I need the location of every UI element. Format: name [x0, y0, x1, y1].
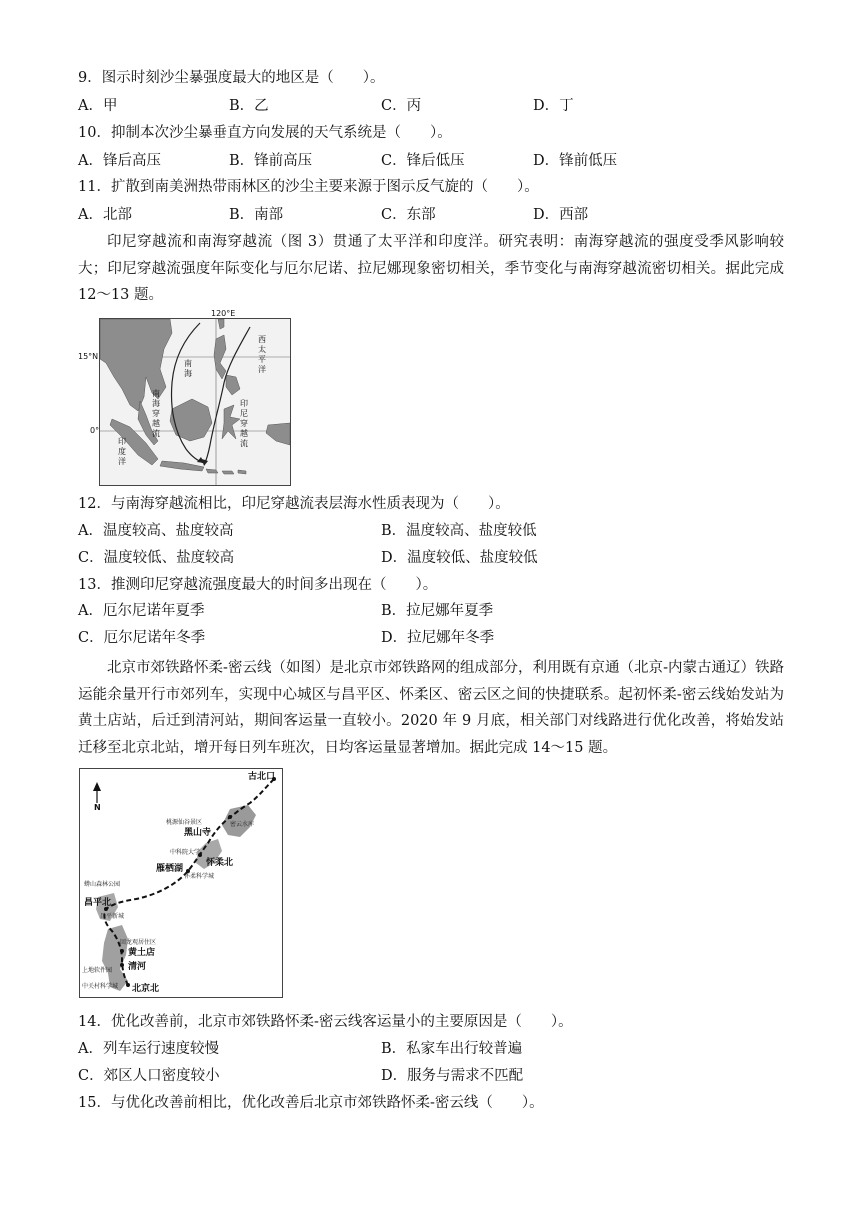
- q10-option-b: B．锋前高压: [229, 153, 313, 169]
- q12-option-b: B．温度较高、盐度较低: [381, 523, 537, 539]
- q11-stem: 11．扩散到南美洲热带雨林区的沙尘主要来源于图示反气旋的（ ）。: [78, 179, 539, 195]
- station-yanqihu: 雁栖湖: [156, 864, 184, 874]
- q14-option-a: A．列车运行速度较慢: [78, 1041, 219, 1057]
- q12-option-c: C．温度较低、盐度较高: [78, 550, 235, 566]
- area-huilongguan: 回龙观居住区: [120, 939, 157, 946]
- station-beijingbei: 北京北: [132, 984, 160, 994]
- area-zhongkeyuan: 中科院大学: [170, 849, 201, 856]
- q13-stem: 13．推测印尼穿越流强度最大的时间多出现在（ ）。: [78, 577, 438, 593]
- north-label: N: [94, 803, 101, 812]
- q9-stem: 9．图示时刻沙尘暴强度最大的地区是（ ）。: [78, 70, 385, 86]
- q10-option-a: A．锋后高压: [78, 153, 161, 169]
- station-huairoubei: 怀柔北: [206, 858, 234, 868]
- area-miyun-reservoir: 密云水库: [230, 821, 255, 828]
- station-changpingbei: 昌平北: [84, 898, 112, 908]
- southeast-asia-map: [99, 318, 291, 486]
- q10-option-d: D．锋前低压: [533, 153, 618, 169]
- q15-stem: 15．与优化改善前相比，优化改善后北京市郊铁路怀柔-密云线（ ）。: [78, 1095, 544, 1111]
- q9-option-b: B．乙: [229, 98, 269, 114]
- q14-option-d: D．服务与需求不匹配: [381, 1068, 524, 1084]
- q11-option-b: B．南部: [229, 207, 284, 223]
- label-indonesia-flow: 印尼穿越流: [240, 399, 248, 448]
- q13-option-d: D．拉尼娜年冬季: [381, 630, 495, 646]
- q9-option-d: D．丁: [533, 98, 574, 114]
- q10-option-c: C．锋后低压: [381, 153, 465, 169]
- area-shangdi: 上地软件园: [82, 967, 113, 974]
- area-taoyuan: 桃源仙谷景区: [166, 819, 203, 826]
- q11-option-c: C．东部: [381, 207, 436, 223]
- q12-stem: 12．与南海穿越流相比，印尼穿越流表层海水性质表现为（ ）。: [78, 496, 510, 512]
- station-huangtudian: 黄土店: [128, 948, 156, 958]
- q13-option-b: B．拉尼娜年夏季: [381, 603, 494, 619]
- q14-option-b: B．私家车出行较普遍: [381, 1041, 523, 1057]
- station-qinghe: 清河: [128, 962, 147, 972]
- q13-option-c: C．厄尔尼诺年冬季: [78, 630, 206, 646]
- q14-stem: 14．优化改善前，北京市郊铁路怀柔-密云线客运量小的主要原因是（ ）。: [78, 1014, 573, 1030]
- label-west-pacific: 西太平洋: [258, 335, 266, 374]
- station-heishansi: 黑山寺: [184, 828, 212, 838]
- q12-option-a: A．温度较高、盐度较高: [78, 523, 234, 539]
- label-15n: 15°N: [78, 352, 99, 361]
- q9-option-c: C．丙: [381, 98, 422, 114]
- q11-option-a: A．北部: [78, 207, 132, 223]
- area-mangshan: 蟒山森林公园: [84, 881, 121, 888]
- station-gubeikou: 古北口: [248, 772, 276, 782]
- q12-option-d: D．温度较低、盐度较低: [381, 550, 538, 566]
- area-huairou-science-city: 怀柔科学城: [184, 873, 215, 880]
- q11-option-d: D．西部: [533, 207, 589, 223]
- q14-option-c: C．郊区人口密度较小: [78, 1068, 220, 1084]
- label-indian-ocean: 印度洋: [118, 437, 126, 466]
- passage-ocean-currents: 印尼穿越流和南海穿越流（图 3）贯通了太平洋和印度洋。研究表明：南海穿越流的强度受季风影响较大；印尼穿越流强度年际变化与厄尔尼诺、拉尼娜现象密切相关，季节变化与南海穿越流密切相关。据此完成 12～13 题。: [78, 234, 784, 303]
- q9-option-a: A．甲: [78, 98, 118, 114]
- q10-stem: 10．抑制本次沙尘暴垂直方向发展的天气系统是（ ）。: [78, 125, 452, 141]
- label-nanhai-flow: 南海穿越流: [152, 389, 160, 438]
- q13-option-a: A．厄尔尼诺年夏季: [78, 603, 205, 619]
- area-zhongguancun: 中关村科学城: [82, 983, 119, 990]
- label-120e: 120°E: [211, 309, 236, 318]
- beijing-railway-map: [79, 768, 283, 998]
- passage-beijing-railway: 北京市郊铁路怀柔-密云线（如图）是北京市郊铁路网的组成部分，利用既有京通（北京-内蒙古通辽）铁路运能余量开行市郊列车，实现中心城区与昌平区、怀柔区、密云区之间的快捷联系。起初怀柔-密云线始发站为黄土店站，后迁到清河站，期间客运量一直较小。2020 年 9 月底，相关部门对线路进行优化改善，将始发站迁移至北京北站，增开每日列车班次，日均客运量显著增加。据此完成 14～15 题。: [78, 660, 784, 756]
- label-south-china-sea: 南海: [184, 359, 192, 378]
- label-equator: 0°: [90, 426, 100, 435]
- area-changping-new-town: 昌平新城: [100, 913, 125, 920]
